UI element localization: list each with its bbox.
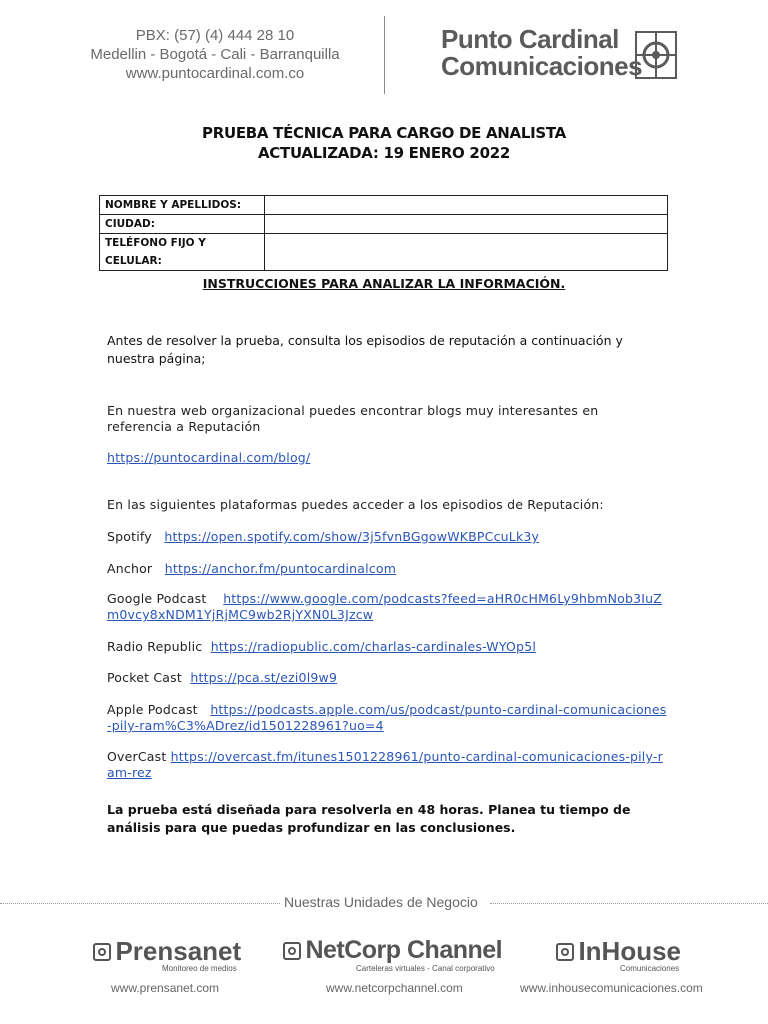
anchor-link[interactable]: https://anchor.fm/puntocardinalcom [164,561,397,576]
logo-line-2: Comunicaciones [441,51,643,81]
instructions-heading: INSTRUCCIONES PARA ANALIZAR LA INFORMACIÓN. [202,276,566,291]
name-label: NOMBRE Y APELLIDOS: [100,196,265,215]
footer-divider-right [490,903,768,904]
brand-inhouse [556,936,681,967]
platform-item-spotify [107,529,667,545]
contact-website[interactable]: www.puntocardinal.com.co [125,65,305,82]
city-label: CIUDAD: [100,215,265,234]
phone-label: TELÉFONO FIJO Y CELULAR: [100,234,265,271]
contact-phone: PBX: (57) (4) 444 28 10 [135,27,295,44]
platform-name: OverCast [107,749,167,764]
platform-name: Apple Podcast [107,702,198,717]
web-paragraph: En nuestra web organizacional puedes encontrar blogs muy interesantes en referencia a Reputación [107,403,599,434]
platform-item-radio-republic [107,639,667,655]
candidate-info-table [99,195,668,271]
brand-prensanet [93,936,241,967]
platform-name: Radio Republic [107,639,203,654]
city-field[interactable] [265,215,668,234]
company-logo [441,26,642,80]
netcorp-logo-icon [283,942,301,960]
document-title: PRUEBA TÉCNICA PARA CARGO DE ANALISTA [202,124,566,142]
prensanet-logo-icon [93,943,111,961]
compass-logo-icon [635,31,677,79]
closing-paragraph: La prueba está diseñada para resolverla en 48 horas. Planea tu tiempo de análisis para que puedas profundizar en las conclusiones. [107,802,631,835]
platform-name: Spotify [107,529,152,544]
platforms-intro: En las siguientes plataformas puedes acceder a los episodios de Reputación: [107,497,604,512]
brand-netcorp [283,936,502,965]
spotify-link[interactable]: https://open.spotify.com/show/3j5fvnBGgowWKBPCcuLk3y [164,529,540,544]
apple-podcast-link[interactable]: https://podcasts.apple.com/us/podcast/punto-cardinal-comunicaciones-pily-ram%C3%ADrez/id1501228961?uo=4 [107,702,667,733]
footer-caption: Nuestras Unidades de Negocio [284,894,478,910]
platform-name: Anchor [107,561,153,576]
brand-name: InHouse [578,936,682,966]
platform-name: Pocket Cast [107,670,182,685]
inhouse-logo-icon [556,943,574,961]
brand-name: Prensanet [115,936,242,966]
contact-block [60,26,370,83]
name-field[interactable] [265,196,668,215]
table-row [100,234,668,271]
intro-paragraph: Antes de resolver la prueba, consulta los episodios de reputación a continuación y nuestra página; [107,333,623,366]
footer-divider-left [0,903,280,904]
platform-name: Google Podcast [107,591,207,606]
logo-line-1: Punto Cardinal [441,24,619,54]
platform-item-anchor [107,561,667,577]
pocket-cast-link[interactable]: https://pca.st/ezi0l9w9 [190,670,338,685]
brand-subtitle: Comunicaciones [620,964,680,973]
brand-subtitle: Carteleras virtuales - Canal corporativo [356,964,495,973]
blog-link[interactable]: https://puntocardinal.com/blog/ [107,450,311,465]
contact-cities: Medellin - Bogotá - Cali - Barranquilla [90,46,340,63]
brand-url[interactable]: www.netcorpchannel.com [326,981,463,995]
brand-subtitle: Monitoreo de medios [162,964,237,973]
platform-item-apple-podcast [107,702,667,734]
brand-url[interactable]: www.prensanet.com [111,981,220,995]
radio-republic-link[interactable]: https://radiopublic.com/charlas-cardinales-WYOp5l [210,639,537,654]
brand-name: NetCorp Channel [305,936,503,964]
overcast-link[interactable]: https://overcast.fm/itunes1501228961/punto-cardinal-comunicaciones-pily-ram-rez [107,749,663,780]
google-podcast-link[interactable]: https://www.google.com/podcasts?feed=aHR0cHM6Ly9hbmNob3IuZm0vcy8xNDM1YjRjMC9wb2RjYXN0L3Jzcw [107,591,663,622]
header-divider [384,16,385,94]
brand-url[interactable]: www.inhousecomunicaciones.com [520,981,703,995]
table-row [100,215,668,234]
platform-item-pocket-cast [107,670,667,686]
document-subtitle: ACTUALIZADA: 19 ENERO 2022 [258,144,510,162]
table-row [100,196,668,215]
platform-item-overcast [107,749,667,781]
blog-link-line [107,450,667,466]
platform-item-google-podcast [107,591,667,623]
phone-field[interactable] [265,234,668,271]
